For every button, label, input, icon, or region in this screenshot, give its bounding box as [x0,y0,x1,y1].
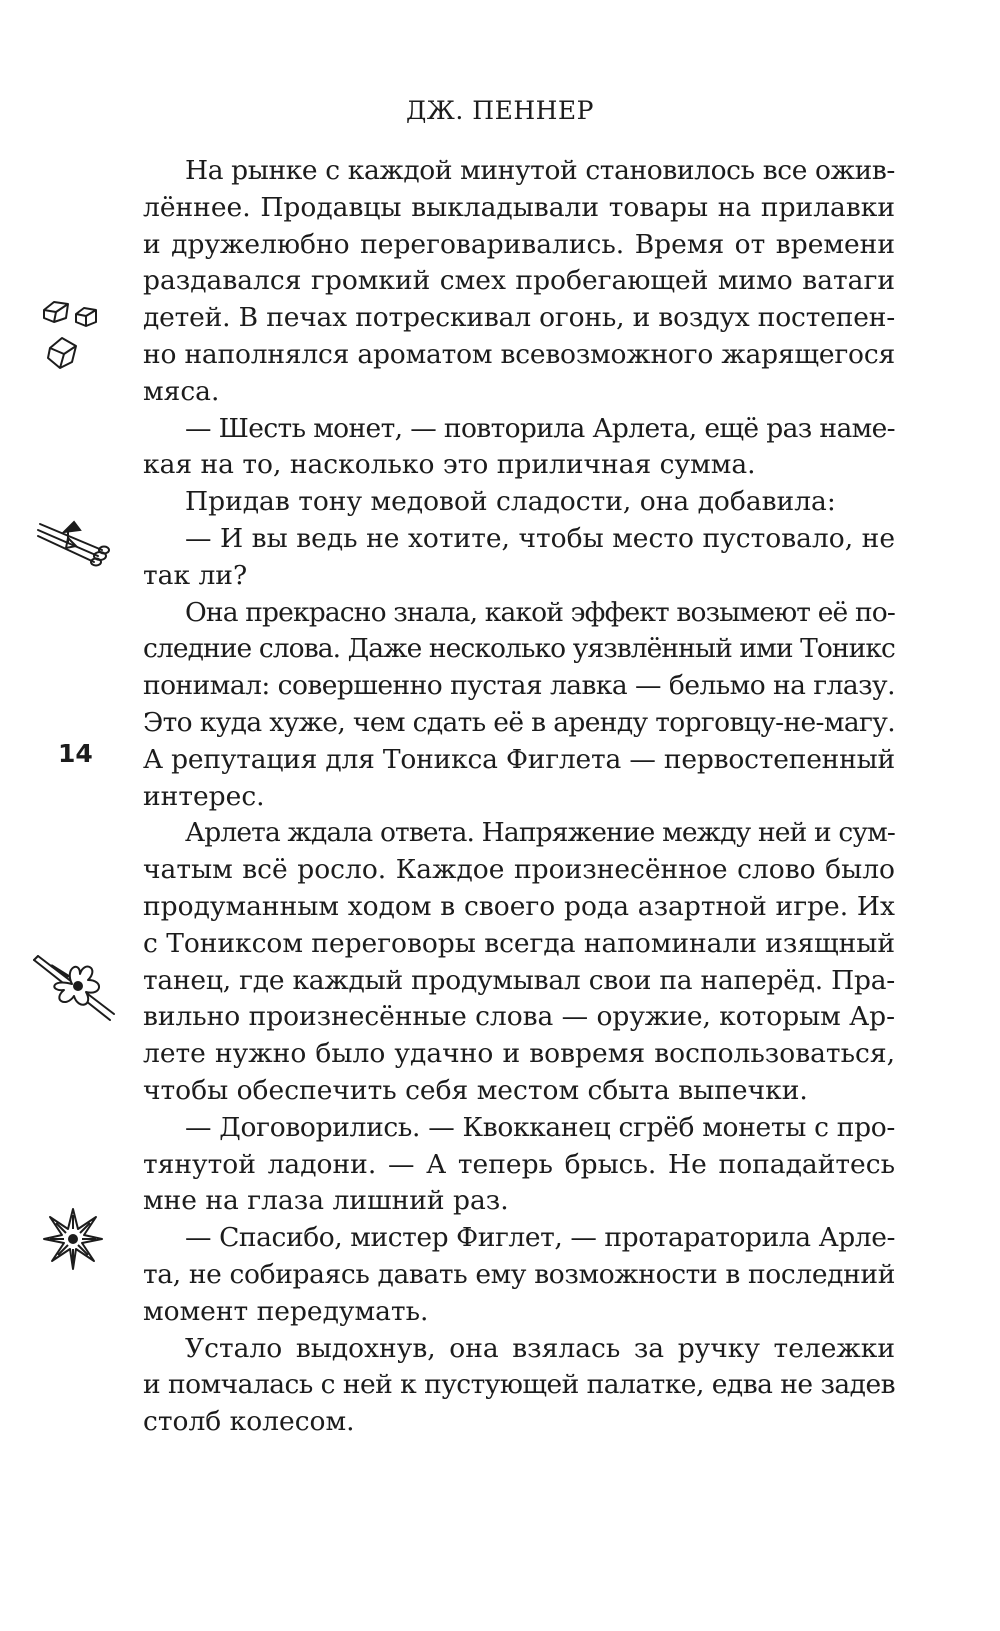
text-line: мне на глаза лишний раз. [143,1185,509,1217]
page-number: 14 [58,739,93,768]
text-line: чтобы обеспечить себя местом сбыта выпечки. [143,1074,808,1106]
text-line: Устало выдохнув, она взялась за ручку тележки [185,1332,895,1364]
text-line: продуманным ходом в своего рода азартной игре. Их [143,890,895,922]
text-line: так ли? [143,559,248,591]
text-line: следние слова. Даже несколько уязвлённый ими Тоникс [143,633,895,665]
text-line: — Договорились. — Квокканец сгрёб монеты с про- [185,1111,895,1143]
text-line: тянутой ладони. — А теперь брысь. Не попадайтесь [143,1148,895,1180]
text-line: Арлета ждала ответа. Напряжение между ней и сум- [185,817,895,849]
star-anise-icon [40,1205,106,1271]
text-line: А репутация для Тоникса Фиглета — первостепенный [143,743,895,775]
text-line: — Спасибо, мистер Фиглет, — протараторила Арле- [185,1222,895,1254]
text-line: — Шесть монет, — повторила Арлета, ещё раз наме- [185,412,895,444]
text-line: и помчалась с ней к пустующей палатке, едва не задев [143,1369,895,1401]
text-line: чатым всё росло. Каждое произнесённое слово было [143,854,895,886]
text-line: Она прекрасно знала, какой эффект возымеют её по- [185,596,895,628]
text-line: интерес. [143,780,265,812]
vanilla-flower-icon [28,950,118,1026]
text-line: детей. В печах потрескивал огонь, и воздух постепен- [143,302,895,334]
text-line: танец, где каждый продумывал свои па наперёд. Пра- [143,964,895,996]
text-line: понимал: совершенно пустая лавка — бельмо на глазу. [143,670,895,702]
text-line: раздавался громкий смех пробегающей мимо ватаги [143,265,895,297]
body-text [143,153,895,1441]
running-head: ДЖ. ПЕННЕР [405,96,595,125]
text-line: — И вы ведь не хотите, чтобы место пустовало, не [185,522,895,554]
text-line: лете нужно было удачно и вовремя воспользоваться, [143,1038,895,1070]
text-line: с Тониксом переговоры всегда напоминали изящный [143,927,895,959]
text-line: Это куда хуже, чем сдать её в аренду торговцу-не-магу. [143,706,895,738]
text-line: столб колесом. [143,1406,355,1438]
text-line: Придав тону медовой сладости, она добавила: [185,486,836,518]
cinnamon-sticks-icon [34,512,114,568]
text-line: На рынке с каждой минутой становилось все ожив- [185,155,895,186]
sugar-cubes-icon [40,296,104,376]
text-line: мяса. [143,375,220,407]
text-line: та, не собираясь давать ему возможности в последний [143,1258,895,1290]
text-line: кая на то, насколько это приличная сумма. [143,449,756,481]
text-line: но наполнялся ароматом всевозможного жарящегося [143,338,895,370]
text-line: момент передумать. [143,1295,429,1327]
text-line: и дружелюбно переговаривались. Время от времени [143,228,895,260]
text-line: лённее. Продавцы выкладывали товары на прилавки [143,191,895,223]
text-line: вильно произнесённые слова — оружие, которым Ар- [143,1001,895,1033]
